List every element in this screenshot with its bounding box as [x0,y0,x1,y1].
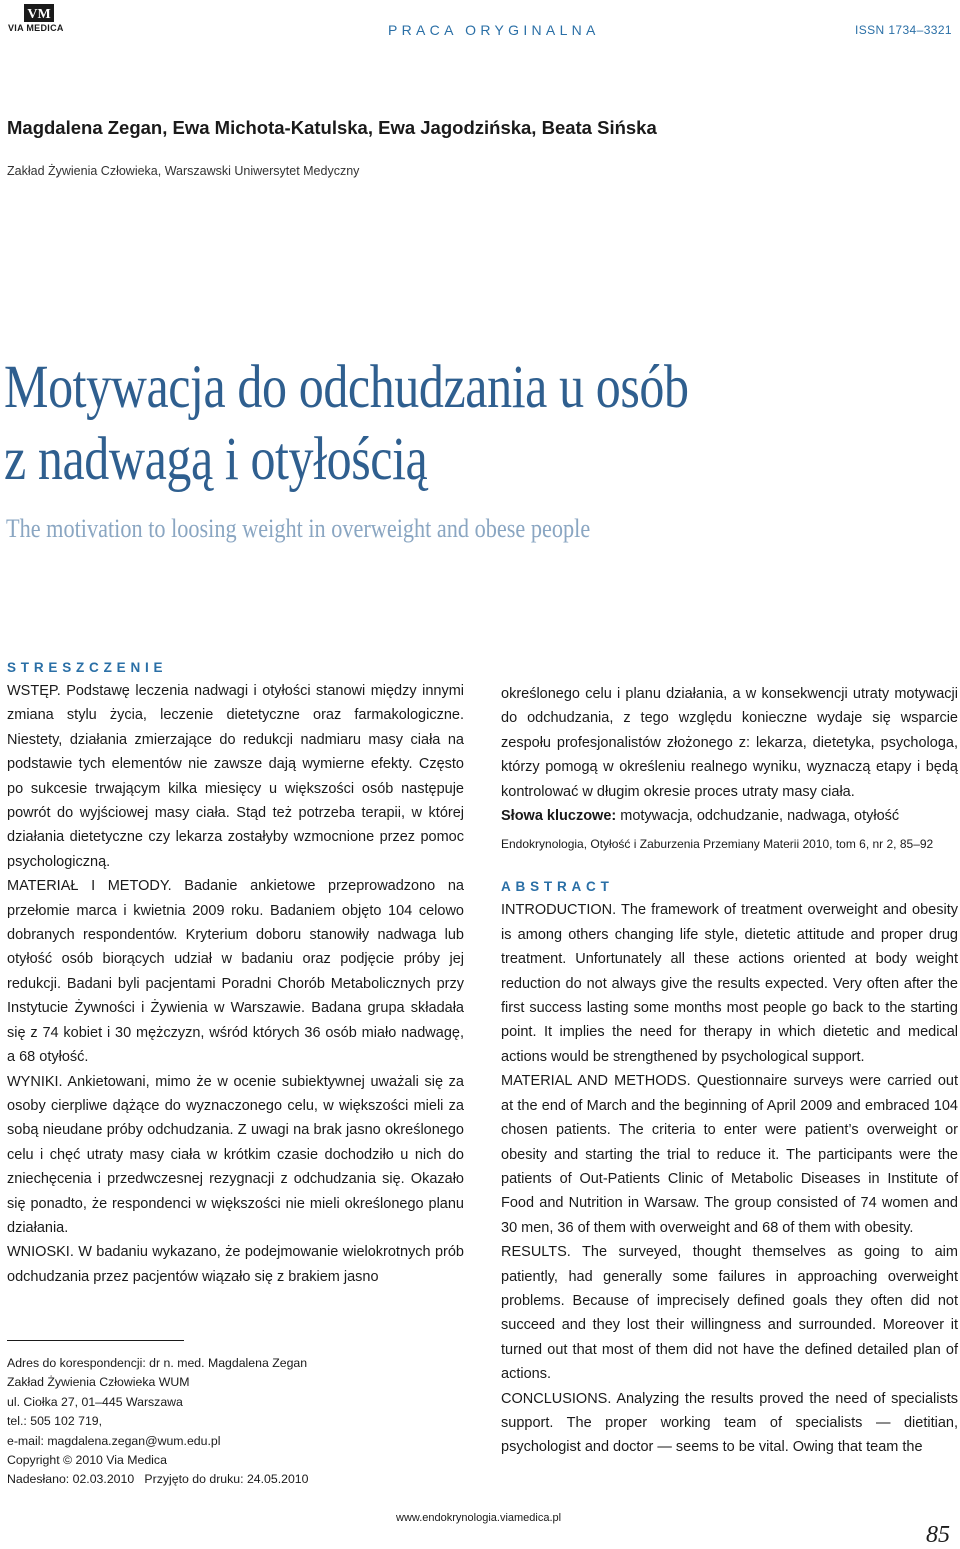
streszczenie-column [7,660,464,1289]
footnote-department-line: Zakład Żywienia Człowieka WUM [7,1375,190,1390]
publisher-logo [8,4,74,33]
footnote-street-line: ul. Ciołka 27, 01–445 Warszawa [7,1394,183,1409]
english-title: The motivation to loosing weight in overweight and obese people [6,513,591,543]
keywords [501,804,958,828]
footnote-copyright-line: Copyright © 2010 Via Medica [7,1453,167,1468]
keywords-label: Słowa kluczowe: [501,808,617,825]
footer-url[interactable]: www.endokrynologia.viamedica.pl [396,1512,562,1524]
abstract-text: INTRODUCTION. The framework of treatment overweight and obesity is among others changing life style, dietetic attitude and proper drug treatment. Unfortunately all these actions oriented at body weight reduction do not always give the results expected. Very often after the first success lasting some months most people go back to the starting point. It implies the need for therapy in which dietetic and medical actions would be strengthened by psychological support. MATERIAL AND METHODS. Questionnaire surveys were carried out at the end of March and the beginning of April 2009 and embraced 104 chosen patients. The criteria to enter were patient’s overweight or obesity and starting the trial to reduce it. The participants were the patients of Out-Patients Clinic of Metabolic Diseases in Institute of Food and Nutrition in Warsaw. The group consisted of 74 women and 30 men, 36 of them with overweight and 68 of them with obesity. RESULTS. The surveyed, thought themselves as going to aim patiently, had generally some failures in approaching overweight problems. Because of imprecisely defined goals they often did not succeed and they lost their willingness and surrounded. Moreover it turned out that most of them did not have the defined detailed plan of actions. CONCLUSIONS. Analyzing the results proved the need of specialists support. The proper working team of specialists — dietitian, psychologist and doctor — seems to be vital. Owing that team the [501,902,958,1456]
footnote-address-line: Adres do korespondencji: dr n. med. Magdalena Zegan [7,1356,308,1370]
via-medica-logo-icon [24,4,54,22]
title-line-2: z nadwagą i otyłością [4,426,428,493]
citation: Endokrynologia, Otyłość i Zaburzenia Przemiany Materii 2010, tom 6, nr 2, 85–92 [501,837,934,852]
keywords-values: motywacja, odchudzanie, nadwaga, otyłość [616,808,900,825]
issn: ISSN 1734–3321 [854,23,952,37]
title-line-1: Motywacja do odchudzania u osób [4,354,689,421]
svg-text:VM: VM [27,7,51,22]
page-number: 85 [926,1522,950,1548]
authors: Magdalena Zegan, Ewa Michota-Katulska, Ewa Jagodzińska, Beata Sińska [7,117,657,138]
article-title [4,352,689,496]
footnote-rule [7,1340,184,1341]
footnote-email-line: e-mail: magdalena.zegan@wum.edu.pl [7,1433,221,1448]
footnote-phone-line: tel.: 505 102 719, [7,1414,103,1429]
streszczenie-heading: STRESZCZENIE [7,660,168,675]
publisher-name: VIA MEDICA [8,23,64,33]
abstract-column [501,682,958,1460]
footnote-dates-line: Nadesłano: 02.03.2010 Przyjęto do druku: 24.05.2010 [7,1472,309,1487]
streszczenie-continuation: określonego celu i planu działania, a w konsekwencji utraty motywacji do odchudzania, z tego względu konieczne wydaje się wsparcie zespołu profesjonalistów złożonego z: lekarza, dietetyka, psychologa, którzy pomogą w określeniu realnego wyniku, wyznaczą etapy i będą kontrolować w długim okresie proces utraty masy ciała. [501,686,958,800]
affiliation: Zakład Żywienia Człowieka, Warszawski Uniwersytet Medyczny [7,164,360,178]
section-label: PRACA ORYGINALNA [388,22,600,38]
streszczenie-text: WSTĘP. Podstawę leczenia nadwagi i otyłości stanowi między innymi zmiana stylu życia, leczenie dietetyczne oraz farmakologiczne. Niestety, działania zmierzające do redukcji nadmiaru masy ciała na podstawie tych elementów nie zawsze dają wymierne efekty. Często po sukcesie trwającym kilka miesięcy u większości osób następuje powrót do wyjściowej masy ciała. Stąd też potrzeba terapii, w której działania dietetyczne czy lekarza zostałyby wzmocnione przez pomoc psychologiczną. MATERIAŁ I METODY. Badanie ankietowe przeprowadzono na przełomie marca i kwietnia 2009 roku. Badaniem objęto 104 celowo dobranych respondentów. Kryterium doboru stanowiły nadwaga lub otyłość osób biorących udział w badaniu oraz podjęcie próby jej redukcji. Badani byli pacjentami Poradni Chorób Metabolicznych przy Instytucie Żywności i Żywienia w Warszawie. Badana grupa składała się z 74 kobiet i 30 mężczyzn, wśród których 36 osób miało nadwagę, a 68 otyłość. WYNIKI. Ankietowani, mimo że w ocenie subiektywnej uważali się za osoby cierpliwe dążące do wyznaczonego celu, w większości mieli za sobą nieudane próby odchudzania. Z uwagi na brak jasno określonego celu i chęć utraty masy ciała w krótkim czasie dochodziło u nich do zniechęcenia i przedwczesnej rezygnacji z odchudzania się. Okazało się ponadto, że respondenci w większości nie mieli określonego planu działania. WNIOSKI. W badaniu wykazano, że podejmowanie wielokrotnych prób odchudzania przez pacjentów wiązało się z brakiem jasno [7,683,464,1285]
correspondence-footnote [7,1354,309,1490]
abstract-heading: ABSTRACT [501,879,614,895]
